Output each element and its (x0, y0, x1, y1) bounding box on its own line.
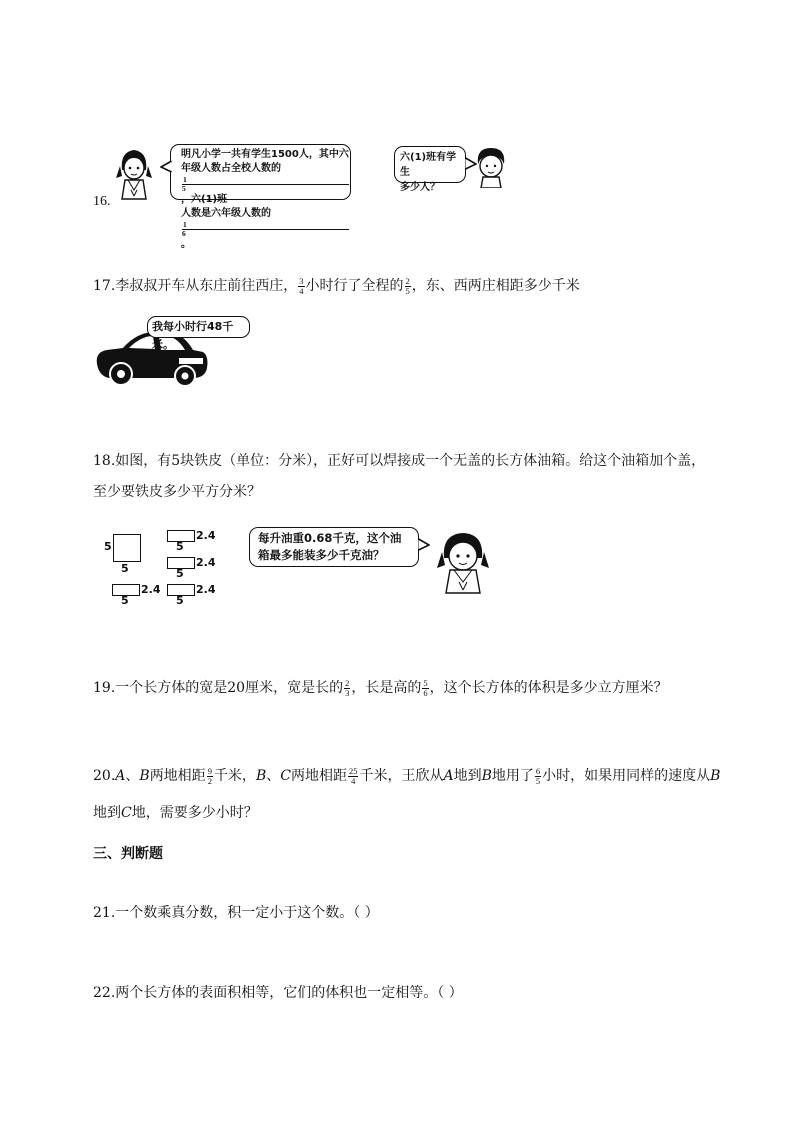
q21-text: 21.一个数乘真分数，积一定小于这个数。（ ） (93, 905, 379, 921)
girl-illustration-icon (112, 144, 156, 200)
q18-girl-speech-bubble (249, 527, 419, 567)
q18-line2: 至少要铁皮多少平方分米？ (93, 484, 261, 500)
q20-line2: 地到C地，需要多少小时？ (93, 805, 258, 821)
q17-car-speech-bubble: 我每小时行48千米。 (147, 316, 250, 338)
bubble-line: 多少人？ (400, 182, 440, 193)
bubble-line: 六(1)班有学生 (400, 152, 457, 178)
bubble-line: 每升油重0.68千克，这个油 (258, 531, 402, 545)
q17-text (93, 276, 580, 296)
section-heading: 三、判断题 (93, 846, 163, 862)
dim-label: 5 (121, 594, 129, 607)
q20-line1: 20.A、B两地相距 $\frac{9}{2}$ 千米，B、C两地相距 $\frac{25}{4}$ 千米，王欣从A地到B地用了 $\frac{6}{5}$ 小时，如果用同样的速度从B (93, 765, 721, 786)
q19-suffix: ，这个长方体的体积是多少立方厘米？ (429, 680, 668, 696)
dim-label: 5 (176, 567, 184, 580)
dim-label: 2.4 (196, 556, 216, 569)
fraction: $\frac{25}{4}$ (348, 765, 358, 786)
q17-middle: 小时行了全程的 (305, 278, 404, 294)
q22-text: 22.两个长方体的表面积相等，它们的体积也一定相等。（ ） (93, 985, 463, 1001)
bubble-line: 人数是六年级人数的 1 6 。 (181, 207, 350, 252)
dim-label: 2.4 (196, 583, 216, 596)
square-sheet (113, 534, 141, 562)
q16-number: 16. (93, 194, 111, 209)
fraction: $\frac{6}{5}$ (535, 765, 541, 786)
dim-label: 2.4 (196, 529, 216, 542)
bubble-line: 箱最多能装多少千克油？ (258, 548, 385, 562)
bubble-tail-icon (418, 538, 430, 552)
q18-line1: 18.如图，有5块铁皮（单位：分米），正好可以焊接成一个无盖的长方体油箱。给这个油箱加个盖， (93, 453, 706, 469)
bubble-line: 年级人数占全校人数的 1 5 ，六(1)班 (181, 162, 350, 207)
fraction: 1 5 (182, 176, 349, 193)
q17-prefix: 17.李叔叔开车从东庄前往西庄， (93, 278, 298, 294)
dim-label: 5 (121, 562, 129, 575)
bubble-tail-icon (160, 160, 172, 174)
dim-label: 5 (176, 594, 184, 607)
boy-illustration-icon (474, 146, 508, 188)
q19-text (93, 678, 668, 698)
dim-label: 5 (104, 540, 112, 553)
fraction: $\frac{9}{2}$ (207, 765, 212, 786)
q16-girl-speech-bubble (170, 144, 351, 250)
fraction: $\frac{5}{6}$ (423, 677, 428, 698)
fraction: $\frac{2}{5}$ (405, 275, 410, 296)
girl-illustration-icon (432, 528, 494, 594)
q19-prefix: 19.一个长方体的宽是20厘米，宽是长的 (93, 680, 344, 696)
bubble-line: 明凡小学一共有学生1500人，其中六 (181, 149, 349, 160)
dim-label: 2.4 (141, 583, 161, 596)
fraction: $\frac{2}{3}$ (345, 677, 350, 698)
q17-suffix: ，东、西两庄相距多少千米 (411, 278, 580, 294)
fraction: 1 6 (182, 221, 349, 238)
fraction: $\frac{3}{4}$ (299, 275, 304, 296)
q19-middle: ，长是高的 (351, 680, 422, 696)
dim-label: 5 (176, 540, 184, 553)
q16-boy-speech-bubble (394, 146, 466, 193)
